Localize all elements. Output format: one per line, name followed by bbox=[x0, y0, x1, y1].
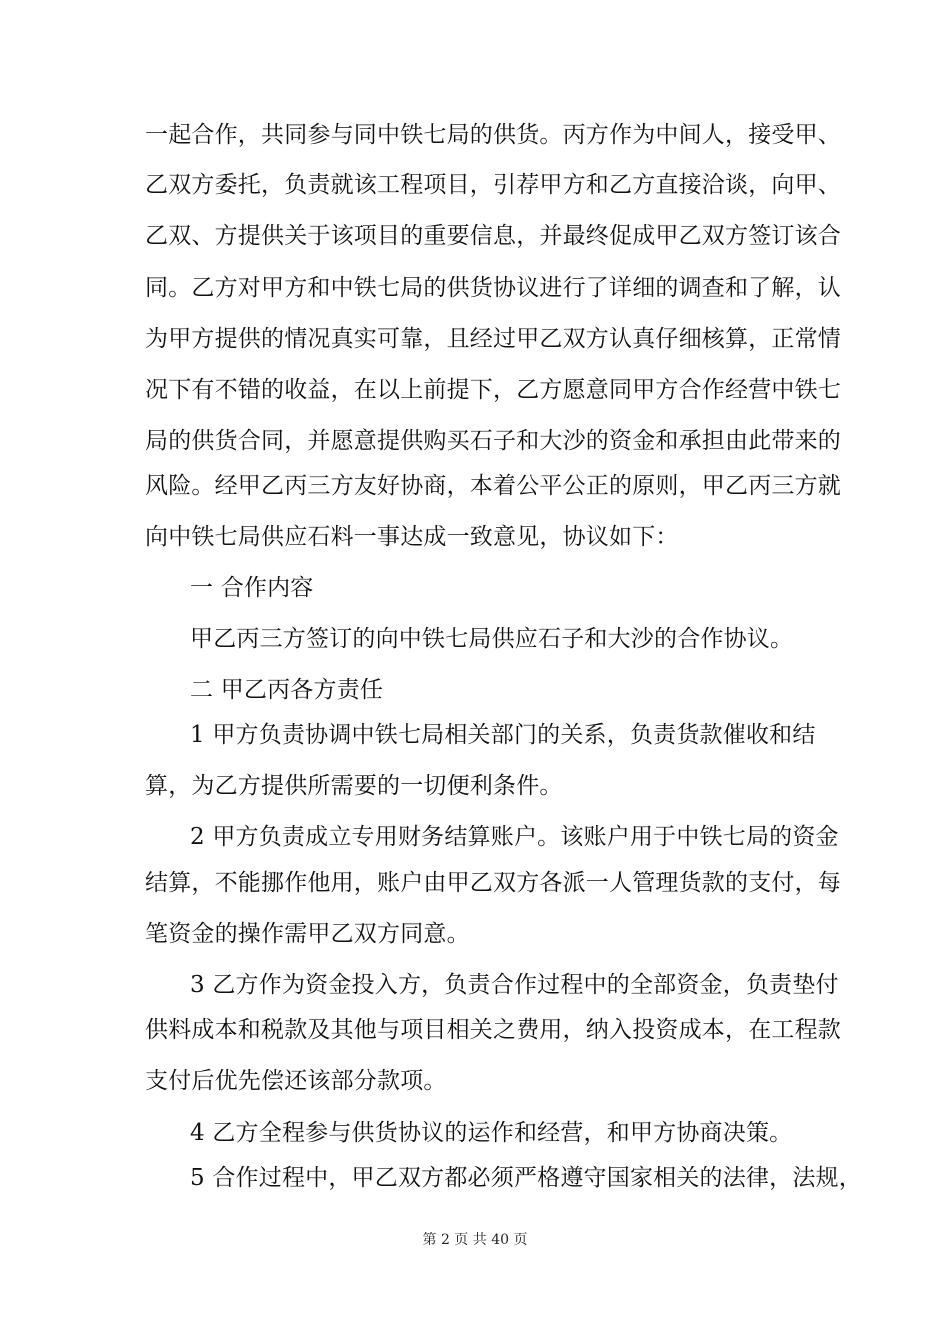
clause-line: 1 甲方负责协调中铁七局相关部门的关系，负责货款催收和结 bbox=[190, 722, 816, 748]
body-text-line: 风险。经甲乙丙三方友好协商，本着公平公正的原则，甲乙丙三方就 bbox=[145, 473, 841, 499]
body-text-line: 局的供货合同，并愿意提供购买石子和大沙的资金和承担由此带来的 bbox=[145, 428, 841, 454]
body-text-line: 供料成本和税款及其他与项目相关之费用，纳入投资成本，在工程款 bbox=[145, 1017, 841, 1043]
body-text-line: 结算，不能挪作他用，账户由甲乙双方各派一人管理货款的支付，每 bbox=[145, 870, 841, 896]
body-text-line: 乙双方委托，负责就该工程项目，引荐甲方和乙方直接洽谈，向甲、 bbox=[145, 172, 841, 198]
clause-line: 3 乙方作为资金投入方，负责合作过程中的全部资金，负责垫付 bbox=[190, 972, 839, 998]
body-text-line: 甲乙丙三方签订的向中铁七局供应石子和大沙的合作协议。 bbox=[190, 626, 794, 652]
body-text-line: 向中铁七局供应石料一事达成一致意见，协议如下： bbox=[145, 524, 679, 550]
clause-line: 2 甲方负责成立专用财务结算账户。该账户用于中铁七局的资金 bbox=[190, 824, 839, 850]
section-heading: 二 甲乙丙各方责任 bbox=[190, 677, 384, 703]
clause-line: 5 合作过程中，甲乙双方都必须严格遵守国家相关的法律，法规， bbox=[190, 1165, 862, 1191]
section-heading: 一 合作内容 bbox=[190, 575, 314, 601]
body-text-line: 支付后优先偿还该部分款项。 bbox=[145, 1068, 447, 1094]
body-text-line: 为甲方提供的情况真实可靠，且经过甲乙双方认真仔细核算，正常情 bbox=[145, 326, 841, 352]
clause-line: 4 乙方全程参与供货协议的运作和经营，和甲方协商决策。 bbox=[190, 1120, 793, 1146]
body-text-line: 算，为乙方提供所需要的一切便利条件。 bbox=[145, 773, 563, 799]
body-text-line: 况下有不错的收益，在以上前提下，乙方愿意同甲方合作经营中铁七 bbox=[145, 377, 841, 403]
body-text-line: 一起合作，共同参与同中铁七局的供货。丙方作为中间人，接受甲、 bbox=[145, 122, 841, 148]
body-text-line: 乙双、方提供关于该项目的重要信息，并最终促成甲乙双方签订该合 bbox=[145, 223, 841, 249]
page-footer: 第 2 页 共 40 页 bbox=[422, 1232, 528, 1248]
body-text-line: 同。乙方对甲方和中铁七局的供货协议进行了详细的调查和了解，认 bbox=[145, 275, 841, 301]
body-text-line: 笔资金的操作需甲乙双方同意。 bbox=[145, 921, 470, 947]
